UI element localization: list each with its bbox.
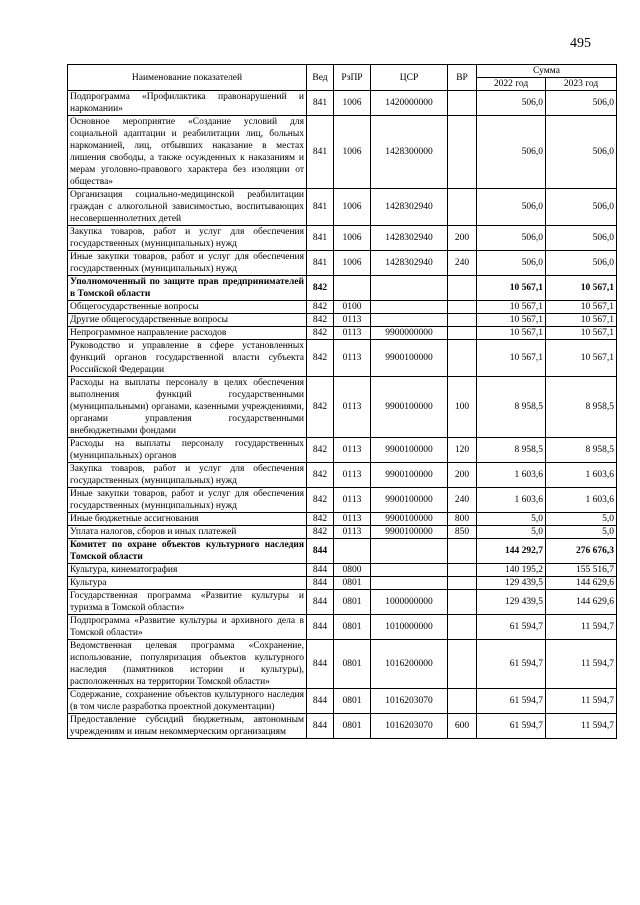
cell-y2022: 10 567,1 xyxy=(477,327,546,340)
table-row xyxy=(68,91,617,116)
cell-name: Основное мероприятие «Создание условий для социальной адаптации и реабилитации лиц, больных наркоманией, лиц, отбывших наказание в местах лишения свободы, а также осужденных к наказаниям и мерам уголовно-правового характера без изоляции от общества» xyxy=(68,116,307,189)
cell-name: Культура xyxy=(68,577,307,590)
cell-vr xyxy=(448,91,477,116)
cell-rzpr: 0113 xyxy=(334,513,371,526)
cell-name: Закупка товаров, работ и услуг для обеспечения государственных (муниципальных) нужд xyxy=(68,463,307,488)
cell-y2023: 155 516,7 xyxy=(546,564,617,577)
cell-csr: 1016203070 xyxy=(371,714,448,739)
cell-csr: 1428302940 xyxy=(371,189,448,226)
cell-y2022: 5,0 xyxy=(477,526,546,539)
cell-y2023: 11 594,7 xyxy=(546,640,617,689)
cell-ved: 844 xyxy=(307,714,334,739)
cell-ved: 844 xyxy=(307,689,334,714)
cell-name: Подпрограмма «Развитие культуры и архивного дела в Томской области» xyxy=(68,615,307,640)
cell-csr xyxy=(371,314,448,327)
cell-y2023: 276 676,3 xyxy=(546,539,617,564)
cell-y2022: 506,0 xyxy=(477,226,546,251)
cell-vr xyxy=(448,640,477,689)
cell-csr: 9900100000 xyxy=(371,513,448,526)
cell-y2022: 8 958,5 xyxy=(477,438,546,463)
header-year-2022: 2022 год xyxy=(477,78,546,91)
cell-vr xyxy=(448,539,477,564)
cell-name: Уплата налогов, сборов и иных платежей xyxy=(68,526,307,539)
cell-y2023: 5,0 xyxy=(546,526,617,539)
cell-csr: 9900000000 xyxy=(371,327,448,340)
cell-rzpr: 0801 xyxy=(334,714,371,739)
cell-name: Культура, кинематография xyxy=(68,564,307,577)
cell-name: Комитет по охране объектов культурного наследия Томской области xyxy=(68,539,307,564)
table-row xyxy=(68,226,617,251)
cell-ved: 844 xyxy=(307,577,334,590)
cell-y2022: 506,0 xyxy=(477,251,546,276)
cell-csr: 1420000000 xyxy=(371,91,448,116)
cell-ved: 842 xyxy=(307,301,334,314)
table-row xyxy=(68,488,617,513)
cell-ved: 842 xyxy=(307,314,334,327)
cell-ved: 844 xyxy=(307,590,334,615)
cell-y2023: 11 594,7 xyxy=(546,615,617,640)
cell-y2023: 11 594,7 xyxy=(546,689,617,714)
cell-csr: 1428302940 xyxy=(371,226,448,251)
cell-vr xyxy=(448,590,477,615)
cell-vr: 200 xyxy=(448,226,477,251)
cell-y2022: 140 195,2 xyxy=(477,564,546,577)
cell-ved: 844 xyxy=(307,615,334,640)
cell-csr xyxy=(371,301,448,314)
cell-vr xyxy=(448,327,477,340)
cell-vr xyxy=(448,189,477,226)
cell-y2022: 1 603,6 xyxy=(477,488,546,513)
cell-y2022: 1 603,6 xyxy=(477,463,546,488)
table-body xyxy=(68,91,617,739)
cell-csr: 1016200000 xyxy=(371,640,448,689)
cell-ved: 844 xyxy=(307,564,334,577)
cell-vr: 600 xyxy=(448,714,477,739)
cell-name: Иные закупки товаров, работ и услуг для обеспечения государственных (муниципальных) нужд xyxy=(68,251,307,276)
cell-vr xyxy=(448,689,477,714)
cell-ved: 842 xyxy=(307,276,334,301)
cell-vr: 100 xyxy=(448,377,477,438)
cell-name: Ведомственная целевая программа «Сохранение, использование, популяризация объектов культурного наследия (памятников истории и культуры), расположенных на территории Томской области» xyxy=(68,640,307,689)
cell-vr xyxy=(448,301,477,314)
cell-y2022: 506,0 xyxy=(477,91,546,116)
page-number: 495 xyxy=(570,36,591,51)
cell-csr xyxy=(371,276,448,301)
cell-rzpr: 0113 xyxy=(334,314,371,327)
table-row xyxy=(68,513,617,526)
table-row xyxy=(68,189,617,226)
cell-vr xyxy=(448,340,477,377)
cell-rzpr: 1006 xyxy=(334,251,371,276)
cell-name: Иные закупки товаров, работ и услуг для обеспечения государственных (муниципальных) нужд xyxy=(68,488,307,513)
table-row xyxy=(68,590,617,615)
header-name: Наименование показателей xyxy=(68,65,307,91)
table-row xyxy=(68,689,617,714)
table-row xyxy=(68,276,617,301)
table-row xyxy=(68,251,617,276)
cell-y2023: 1 603,6 xyxy=(546,488,617,513)
table-row xyxy=(68,314,617,327)
cell-name: Содержание, сохранение объектов культурного наследия (в том числе разработка проектной документации) xyxy=(68,689,307,714)
cell-ved: 842 xyxy=(307,463,334,488)
cell-ved: 842 xyxy=(307,340,334,377)
cell-rzpr: 1006 xyxy=(334,189,371,226)
cell-csr: 9900100000 xyxy=(371,377,448,438)
cell-y2023: 8 958,5 xyxy=(546,377,617,438)
table-row xyxy=(68,377,617,438)
cell-ved: 841 xyxy=(307,226,334,251)
table-row xyxy=(68,640,617,689)
cell-y2022: 61 594,7 xyxy=(477,615,546,640)
cell-name: Расходы на выплаты персоналу государственных (муниципальных) органов xyxy=(68,438,307,463)
cell-y2023: 8 958,5 xyxy=(546,438,617,463)
cell-vr xyxy=(448,577,477,590)
table-row xyxy=(68,564,617,577)
cell-rzpr: 0801 xyxy=(334,577,371,590)
cell-vr xyxy=(448,564,477,577)
table-row xyxy=(68,714,617,739)
header-sum: Сумма xyxy=(477,65,617,78)
cell-vr: 240 xyxy=(448,251,477,276)
cell-rzpr: 0801 xyxy=(334,590,371,615)
cell-y2022: 61 594,7 xyxy=(477,714,546,739)
cell-y2022: 129 439,5 xyxy=(477,577,546,590)
cell-ved: 844 xyxy=(307,539,334,564)
cell-rzpr xyxy=(334,539,371,564)
table-row xyxy=(68,539,617,564)
cell-y2022: 8 958,5 xyxy=(477,377,546,438)
cell-csr: 1016203070 xyxy=(371,689,448,714)
cell-y2022: 10 567,1 xyxy=(477,276,546,301)
cell-ved: 842 xyxy=(307,488,334,513)
cell-rzpr: 0113 xyxy=(334,377,371,438)
cell-csr: 1010000000 xyxy=(371,615,448,640)
cell-vr xyxy=(448,276,477,301)
cell-vr: 240 xyxy=(448,488,477,513)
cell-y2022: 129 439,5 xyxy=(477,590,546,615)
header-rzpr: РзПР xyxy=(334,65,371,91)
cell-y2023: 10 567,1 xyxy=(546,301,617,314)
cell-csr xyxy=(371,539,448,564)
cell-rzpr: 1006 xyxy=(334,116,371,189)
cell-y2023: 11 594,7 xyxy=(546,714,617,739)
cell-y2022: 10 567,1 xyxy=(477,340,546,377)
cell-ved: 841 xyxy=(307,116,334,189)
table-row xyxy=(68,340,617,377)
budget-table xyxy=(67,64,617,739)
cell-ved: 842 xyxy=(307,377,334,438)
cell-rzpr: 0801 xyxy=(334,689,371,714)
cell-ved: 841 xyxy=(307,189,334,226)
header-vr: ВР xyxy=(448,65,477,91)
cell-vr xyxy=(448,615,477,640)
cell-y2022: 10 567,1 xyxy=(477,301,546,314)
table-row xyxy=(68,463,617,488)
cell-rzpr: 1006 xyxy=(334,91,371,116)
cell-rzpr: 0113 xyxy=(334,488,371,513)
cell-vr: 120 xyxy=(448,438,477,463)
cell-ved: 844 xyxy=(307,640,334,689)
cell-rzpr: 0113 xyxy=(334,438,371,463)
cell-csr xyxy=(371,564,448,577)
table-row xyxy=(68,577,617,590)
cell-name: Организация социально-медицинской реабилитации граждан с алкогольной зависимостью, воспитывающих несовершеннолетних детей xyxy=(68,189,307,226)
cell-y2022: 5,0 xyxy=(477,513,546,526)
cell-rzpr: 0113 xyxy=(334,463,371,488)
cell-ved: 841 xyxy=(307,251,334,276)
cell-name: Расходы на выплаты персоналу в целях обеспечения выполнения функций государственными (муниципальными) органами, казенными учреждениями, органами управления государственными внебюджетными фондами xyxy=(68,377,307,438)
cell-y2023: 144 629,6 xyxy=(546,577,617,590)
cell-name: Предоставление субсидий бюджетным, автономным учреждениям и иным некоммерческим организациям xyxy=(68,714,307,739)
cell-y2023: 144 629,6 xyxy=(546,590,617,615)
cell-vr xyxy=(448,116,477,189)
header-ved: Вед xyxy=(307,65,334,91)
cell-csr: 1000000000 xyxy=(371,590,448,615)
header-year-2023: 2023 год xyxy=(546,78,617,91)
cell-y2023: 506,0 xyxy=(546,251,617,276)
cell-ved: 842 xyxy=(307,438,334,463)
cell-rzpr: 1006 xyxy=(334,226,371,251)
cell-name: Иные бюджетные ассигнования xyxy=(68,513,307,526)
cell-name: Общегосударственные вопросы xyxy=(68,301,307,314)
cell-ved: 842 xyxy=(307,327,334,340)
cell-ved: 842 xyxy=(307,526,334,539)
table-row xyxy=(68,301,617,314)
cell-y2022: 506,0 xyxy=(477,189,546,226)
cell-rzpr xyxy=(334,276,371,301)
cell-y2023: 5,0 xyxy=(546,513,617,526)
cell-csr xyxy=(371,577,448,590)
cell-rzpr: 0113 xyxy=(334,340,371,377)
table-row xyxy=(68,327,617,340)
header-csr: ЦСР xyxy=(371,65,448,91)
cell-y2022: 506,0 xyxy=(477,116,546,189)
cell-y2023: 506,0 xyxy=(546,189,617,226)
table-row xyxy=(68,526,617,539)
cell-y2022: 10 567,1 xyxy=(477,314,546,327)
cell-rzpr: 0113 xyxy=(334,526,371,539)
table-row xyxy=(68,438,617,463)
cell-vr: 850 xyxy=(448,526,477,539)
cell-y2023: 506,0 xyxy=(546,116,617,189)
cell-csr: 1428302940 xyxy=(371,251,448,276)
cell-name: Непрограммное направление расходов xyxy=(68,327,307,340)
cell-y2022: 61 594,7 xyxy=(477,640,546,689)
table-row xyxy=(68,615,617,640)
cell-name: Руководство и управление в сфере установленных функций органов государственной власти субъекта Российской Федерации xyxy=(68,340,307,377)
cell-csr: 9900100000 xyxy=(371,488,448,513)
table-row xyxy=(68,116,617,189)
cell-rzpr: 0113 xyxy=(334,327,371,340)
cell-rzpr: 0801 xyxy=(334,615,371,640)
cell-vr xyxy=(448,314,477,327)
cell-rzpr: 0800 xyxy=(334,564,371,577)
cell-y2023: 10 567,1 xyxy=(546,327,617,340)
cell-ved: 841 xyxy=(307,91,334,116)
cell-csr: 9900100000 xyxy=(371,526,448,539)
cell-ved: 842 xyxy=(307,513,334,526)
cell-csr: 9900100000 xyxy=(371,463,448,488)
cell-vr: 200 xyxy=(448,463,477,488)
cell-csr: 9900100000 xyxy=(371,438,448,463)
cell-csr: 1428300000 xyxy=(371,116,448,189)
cell-name: Подпрограмма «Профилактика правонарушений и наркомании» xyxy=(68,91,307,116)
cell-name: Уполномоченный по защите прав предпринимателей в Томской области xyxy=(68,276,307,301)
cell-y2023: 10 567,1 xyxy=(546,314,617,327)
cell-name: Другие общегосударственные вопросы xyxy=(68,314,307,327)
cell-rzpr: 0801 xyxy=(334,640,371,689)
cell-y2023: 10 567,1 xyxy=(546,276,617,301)
cell-csr: 9900100000 xyxy=(371,340,448,377)
cell-y2023: 1 603,6 xyxy=(546,463,617,488)
cell-rzpr: 0100 xyxy=(334,301,371,314)
cell-name: Государственная программа «Развитие культуры и туризма в Томской области» xyxy=(68,590,307,615)
cell-y2022: 144 292,7 xyxy=(477,539,546,564)
cell-vr: 800 xyxy=(448,513,477,526)
cell-y2023: 10 567,1 xyxy=(546,340,617,377)
cell-y2022: 61 594,7 xyxy=(477,689,546,714)
cell-y2023: 506,0 xyxy=(546,226,617,251)
cell-y2023: 506,0 xyxy=(546,91,617,116)
cell-name: Закупка товаров, работ и услуг для обеспечения государственных (муниципальных) нужд xyxy=(68,226,307,251)
